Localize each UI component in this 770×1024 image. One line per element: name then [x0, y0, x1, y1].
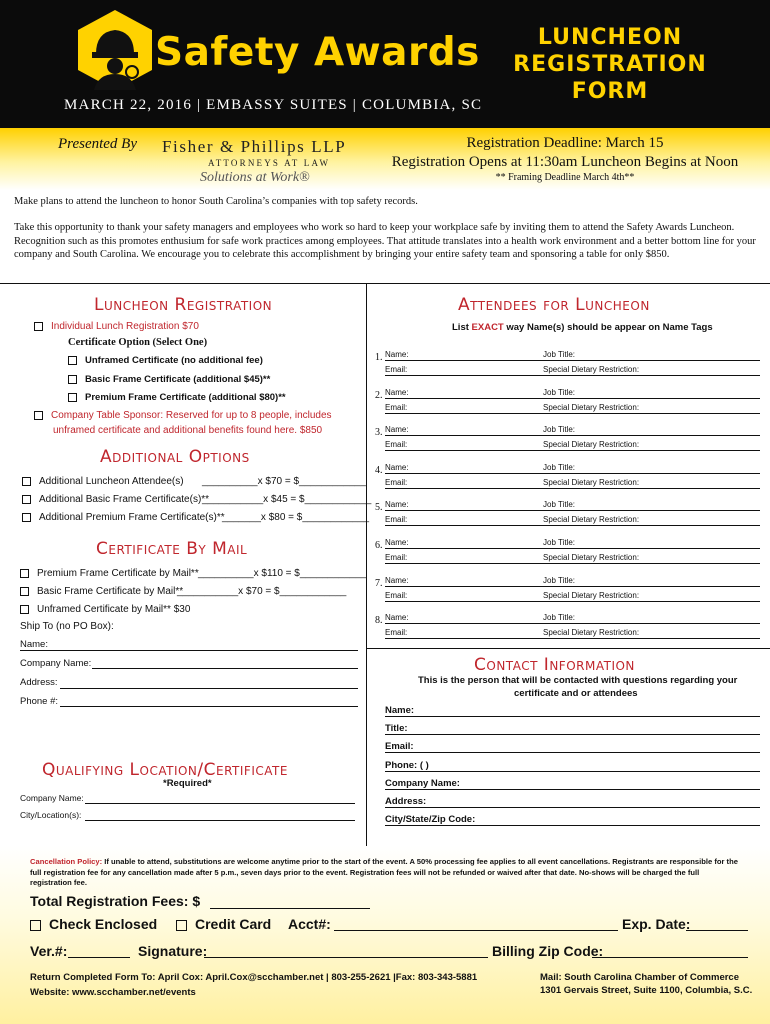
policy-label: Cancellation Policy:: [30, 857, 103, 866]
additional-premium-calc[interactable]: _______x $80 = $____________: [222, 512, 370, 523]
contact-field-input[interactable]: [385, 825, 760, 826]
table-sponsor-option[interactable]: [34, 410, 332, 421]
divider: [0, 283, 770, 284]
attendee-diet-label: Special Dietary Restriction:: [543, 365, 640, 374]
contact-field-label: Email:: [385, 741, 414, 752]
qual-city-label: City/Location(s):: [20, 810, 82, 820]
contact-information-heading: Contact Information: [474, 655, 635, 675]
attendee-name-label: Name:: [385, 613, 409, 622]
attendee-diet-label: Special Dietary Restriction:: [543, 440, 640, 449]
attendee-email-field[interactable]: [385, 525, 760, 526]
attendee-number: 8.: [375, 615, 383, 626]
option-label: Basic Frame Certificate by Mail**: [37, 586, 184, 597]
attendee-name-field[interactable]: [385, 510, 760, 511]
attendee-name-field[interactable]: [385, 623, 760, 624]
attendee-name-field[interactable]: [385, 548, 760, 549]
qual-city-field[interactable]: [85, 820, 355, 821]
attendees-heading: Attendees for Luncheon: [458, 295, 650, 315]
attendee-number: 5.: [375, 502, 383, 513]
ship-name-label: Name:: [20, 639, 48, 650]
attendee-email-label: Email:: [385, 515, 408, 524]
luncheon-registration-heading: Luncheon Registration: [94, 295, 273, 315]
attendee-number: 3.: [375, 427, 383, 438]
option-label: Check Enclosed: [49, 916, 158, 932]
additional-attendee-calc[interactable]: __________x $70 = $____________: [202, 476, 366, 487]
attendee-name-label: Name:: [385, 538, 409, 547]
ver-field[interactable]: [68, 957, 130, 958]
option-label: Premium Frame Certificate by Mail**: [37, 568, 199, 579]
acct-field[interactable]: [334, 930, 618, 931]
additional-basic-option[interactable]: [22, 494, 209, 505]
option-label: Basic Frame Certificate (additional $45)**: [85, 374, 271, 385]
presented-by: Presented By: [58, 136, 137, 152]
attendee-name-field[interactable]: [385, 586, 760, 587]
attendee-email-field[interactable]: [385, 601, 760, 602]
option-label: Credit Card: [195, 916, 272, 932]
signature-field[interactable]: [204, 957, 488, 958]
form-title-line: REGISTRATION: [513, 52, 707, 77]
contact-field-label: Name:: [385, 705, 415, 716]
attendee-email-field[interactable]: [385, 375, 760, 376]
contact-field-label: Title:: [385, 723, 408, 734]
option-label: Premium Frame Certificate (additional $80)**: [85, 392, 286, 403]
total-fees-label: Total Registration Fees: $: [30, 893, 201, 909]
hard-hat-worker-logo: [74, 8, 156, 92]
attendee-number: 4.: [375, 465, 383, 476]
qual-company-field[interactable]: [85, 803, 355, 804]
individual-lunch-option[interactable]: [34, 321, 199, 332]
instruction-emphasis: EXACT: [471, 322, 504, 333]
registration-deadline: Registration Deadline: March 15: [466, 135, 664, 151]
attendee-job-label: Job Title:: [543, 613, 576, 622]
checkbox[interactable]: [30, 920, 41, 931]
acct-label: Acct#:: [288, 916, 331, 932]
ship-company-field[interactable]: [92, 668, 358, 669]
attendee-email-label: Email:: [385, 553, 408, 562]
contact-field-input[interactable]: [385, 716, 760, 717]
contact-desc: This is the person that will be contacted with questions regarding your: [418, 675, 738, 686]
return-info: Return Completed Form To: April Cox: April.Cox@scchamber.net | 803-255-2621 |Fax: 803-343-5881: [30, 972, 478, 983]
brand-title: Safety Awards: [155, 30, 480, 75]
ship-to-label: Ship To (no PO Box):: [20, 621, 114, 632]
checkbox[interactable]: [34, 411, 43, 420]
exp-date-label: Exp. Date:: [622, 916, 691, 932]
form-title-line: FORM: [571, 79, 649, 104]
attendee-job-label: Job Title:: [543, 350, 576, 359]
contact-desc: certificate and or attendees: [514, 688, 638, 699]
additional-premium-option[interactable]: [22, 512, 225, 523]
instruction-text: List: [452, 322, 472, 333]
option-label: Additional Basic Frame Certificate(s)**: [39, 494, 210, 505]
option-label: Unframed Certificate by Mail** $30: [37, 604, 191, 615]
attendee-email-label: Email:: [385, 403, 408, 412]
checkbox[interactable]: [22, 495, 31, 504]
attendee-name-field[interactable]: [385, 398, 760, 399]
cert-option-premium[interactable]: [68, 392, 286, 403]
attendee-name-label: Name:: [385, 463, 409, 472]
checkbox[interactable]: [68, 356, 77, 365]
attendee-diet-label: Special Dietary Restriction:: [543, 553, 640, 562]
deadline-info: [360, 134, 770, 184]
attendee-job-label: Job Title:: [543, 425, 576, 434]
checkbox[interactable]: [22, 477, 31, 486]
ship-name-field[interactable]: [20, 650, 358, 651]
attendee-email-label: Email:: [385, 591, 408, 600]
attendee-name-label: Name:: [385, 388, 409, 397]
attendee-diet-label: Special Dietary Restriction:: [543, 478, 640, 487]
mail-address-line1: Mail: South Carolina Chamber of Commerce: [540, 972, 740, 983]
attendee-email-field[interactable]: [385, 488, 760, 489]
contact-field-input[interactable]: [385, 789, 760, 790]
cancellation-policy: [30, 857, 742, 889]
attendee-number: 1.: [375, 352, 383, 363]
attendee-job-label: Job Title:: [543, 576, 576, 585]
ship-company-label: Company Name:: [20, 658, 92, 669]
attendee-email-label: Email:: [385, 440, 408, 449]
option-label: Individual Lunch Registration $70: [51, 321, 199, 332]
attendee-number: 7.: [375, 578, 383, 589]
attendee-email-label: Email:: [385, 365, 408, 374]
attendee-job-label: Job Title:: [543, 538, 576, 547]
framing-deadline: ** Framing Deadline March 4th**: [495, 172, 635, 183]
additional-options-heading: Additional Options: [100, 447, 250, 467]
checkbox[interactable]: [68, 393, 77, 402]
option-label: Company Table Sponsor: Reserved for up to 8 people, includes: [51, 410, 332, 421]
website-info: Website: www.scchamber.net/events: [30, 987, 196, 998]
attendee-name-label: Name:: [385, 576, 409, 585]
attendee-email-label: Email:: [385, 478, 408, 487]
attendee-diet-label: Special Dietary Restriction:: [543, 403, 640, 412]
ship-address-field[interactable]: [60, 688, 358, 689]
ver-label: Ver.#:: [30, 943, 68, 959]
intro-paragraph-2: Take this opportunity to thank your safety managers and employees who work so hard to keep your workplace safe by inviting them to attend the Safety Awards Luncheon. Recognition such as this promotes enthusium for safe work practices among employees. That attitude translates into a health work environment and a better bottom line for your company and South Carolina. We encourage you to celebrate this accomplishment by bringing your entire safety team and sponsoring a table for only $850.: [14, 222, 756, 260]
billing-zip-field[interactable]: [592, 957, 748, 958]
option-label: Additional Premium Frame Certificate(s)**: [39, 512, 225, 523]
form-title-line: LUNCHEON: [537, 25, 683, 50]
attendee-email-field[interactable]: [385, 563, 760, 564]
sponsor-tagline: ATTORNEYS AT LAW: [208, 158, 331, 168]
attendee-name-label: Name:: [385, 500, 409, 509]
instruction-text: way Name(s) should be appear on Name Tags: [503, 322, 713, 333]
contact-field-input[interactable]: [385, 752, 760, 753]
ship-phone-label: Phone #:: [20, 696, 59, 707]
checkbox[interactable]: [20, 569, 29, 578]
attendee-diet-label: Special Dietary Restriction:: [543, 591, 640, 600]
policy-text: If unable to attend, substitutions are welcome anytime prior to the start of the event. A 50% processing fee applies to all event cancellations. Registrants are responsible for the full registration fee for any cancellation made after 5 p.m., seven days prior to the event. Registration fees will not be refunded or waived after that date. No-shows will be charged the full registration fee.: [30, 857, 738, 887]
sponsor-slogan: Solutions at Work®: [200, 170, 310, 185]
attendee-email-field[interactable]: [385, 450, 760, 451]
intro-paragraph-1: Make plans to attend the luncheon to honor South Carolina’s companies with top safety records.: [14, 196, 418, 207]
form-title: [500, 24, 720, 105]
contact-field-input[interactable]: [385, 734, 760, 735]
cert-option-unframed[interactable]: [68, 355, 263, 366]
divider: [366, 648, 770, 649]
checkbox[interactable]: [176, 920, 187, 931]
attendee-diet-label: Special Dietary Restriction:: [543, 628, 640, 637]
attendee-name-field[interactable]: [385, 473, 760, 474]
total-fees-field[interactable]: [210, 908, 370, 909]
contact-field-input[interactable]: [385, 807, 760, 808]
attendee-name-field[interactable]: [385, 360, 760, 361]
contact-field-input[interactable]: [385, 771, 760, 772]
exp-date-field[interactable]: [686, 930, 748, 931]
checkbox[interactable]: [20, 605, 29, 614]
attendee-job-label: Job Title:: [543, 463, 576, 472]
billing-zip-label: Billing Zip Code:: [492, 943, 604, 959]
mail-basic-calc[interactable]: ___________x $70 = $____________: [177, 586, 347, 597]
signature-label: Signature:: [138, 943, 208, 959]
mail-unframed-option[interactable]: [20, 604, 190, 615]
ship-phone-field[interactable]: [60, 706, 358, 707]
attendee-diet-label: Special Dietary Restriction:: [543, 515, 640, 524]
contact-field-label: City/State/Zip Code:: [385, 814, 476, 825]
check-enclosed-option[interactable]: [30, 916, 157, 932]
table-sponsor-detail: unframed certificate and additional benefits found here. $850: [53, 425, 323, 436]
credit-card-option[interactable]: [176, 916, 271, 932]
sponsor-name: Fisher & Phillips LLP: [162, 137, 347, 156]
attendee-email-label: Email:: [385, 628, 408, 637]
option-label: Unframed Certificate (no additional fee): [85, 355, 263, 366]
option-label: Additional Luncheon Attendee(s): [39, 476, 184, 487]
attendee-number: 6.: [375, 540, 383, 551]
contact-field-label: Phone: ( ): [385, 760, 429, 771]
attendee-email-field[interactable]: [385, 413, 760, 414]
attendee-job-label: Job Title:: [543, 500, 576, 509]
mail-premium-calc[interactable]: __________x $110 = $____________: [198, 568, 367, 579]
attendee-number: 2.: [375, 390, 383, 401]
event-info: MARCH 22, 2016 | EMBASSY SUITES | COLUMBIA, SC: [64, 97, 483, 113]
qualifying-location-heading: Qualifying Location/Certificate: [42, 760, 288, 780]
mail-address-line2: 1301 Gervais Street, Suite 1100, Columbia, S.C.: [540, 985, 753, 996]
mail-premium-option[interactable]: [20, 568, 199, 579]
attendee-name-label: Name:: [385, 350, 409, 359]
certificate-option-heading: Certificate Option (Select One): [68, 337, 208, 348]
qual-company-label: Company Name:: [20, 793, 84, 803]
contact-field-label: Company Name:: [385, 778, 460, 789]
column-divider: [366, 283, 367, 848]
checkbox[interactable]: [20, 587, 29, 596]
checkbox[interactable]: [34, 322, 43, 331]
attendee-name-label: Name:: [385, 425, 409, 434]
additional-basic-calc[interactable]: ___________x $45 = $____________: [202, 494, 372, 505]
required-note: *Required*: [163, 778, 212, 789]
checkbox[interactable]: [22, 513, 31, 522]
attendees-instruction: [452, 322, 713, 333]
ship-address-label: Address:: [20, 677, 58, 688]
additional-attendee-option[interactable]: [22, 476, 184, 487]
checkbox[interactable]: [68, 375, 77, 384]
attendee-email-field[interactable]: [385, 638, 760, 639]
registration-opens: Registration Opens at 11:30am Luncheon Begins at Noon: [391, 154, 739, 170]
cert-option-basic[interactable]: [68, 374, 270, 385]
contact-field-label: Address:: [385, 796, 427, 807]
attendee-name-field[interactable]: [385, 435, 760, 436]
attendee-job-label: Job Title:: [543, 388, 576, 397]
certificate-by-mail-heading: Certificate By Mail: [96, 539, 248, 559]
mail-basic-option[interactable]: [20, 586, 183, 597]
